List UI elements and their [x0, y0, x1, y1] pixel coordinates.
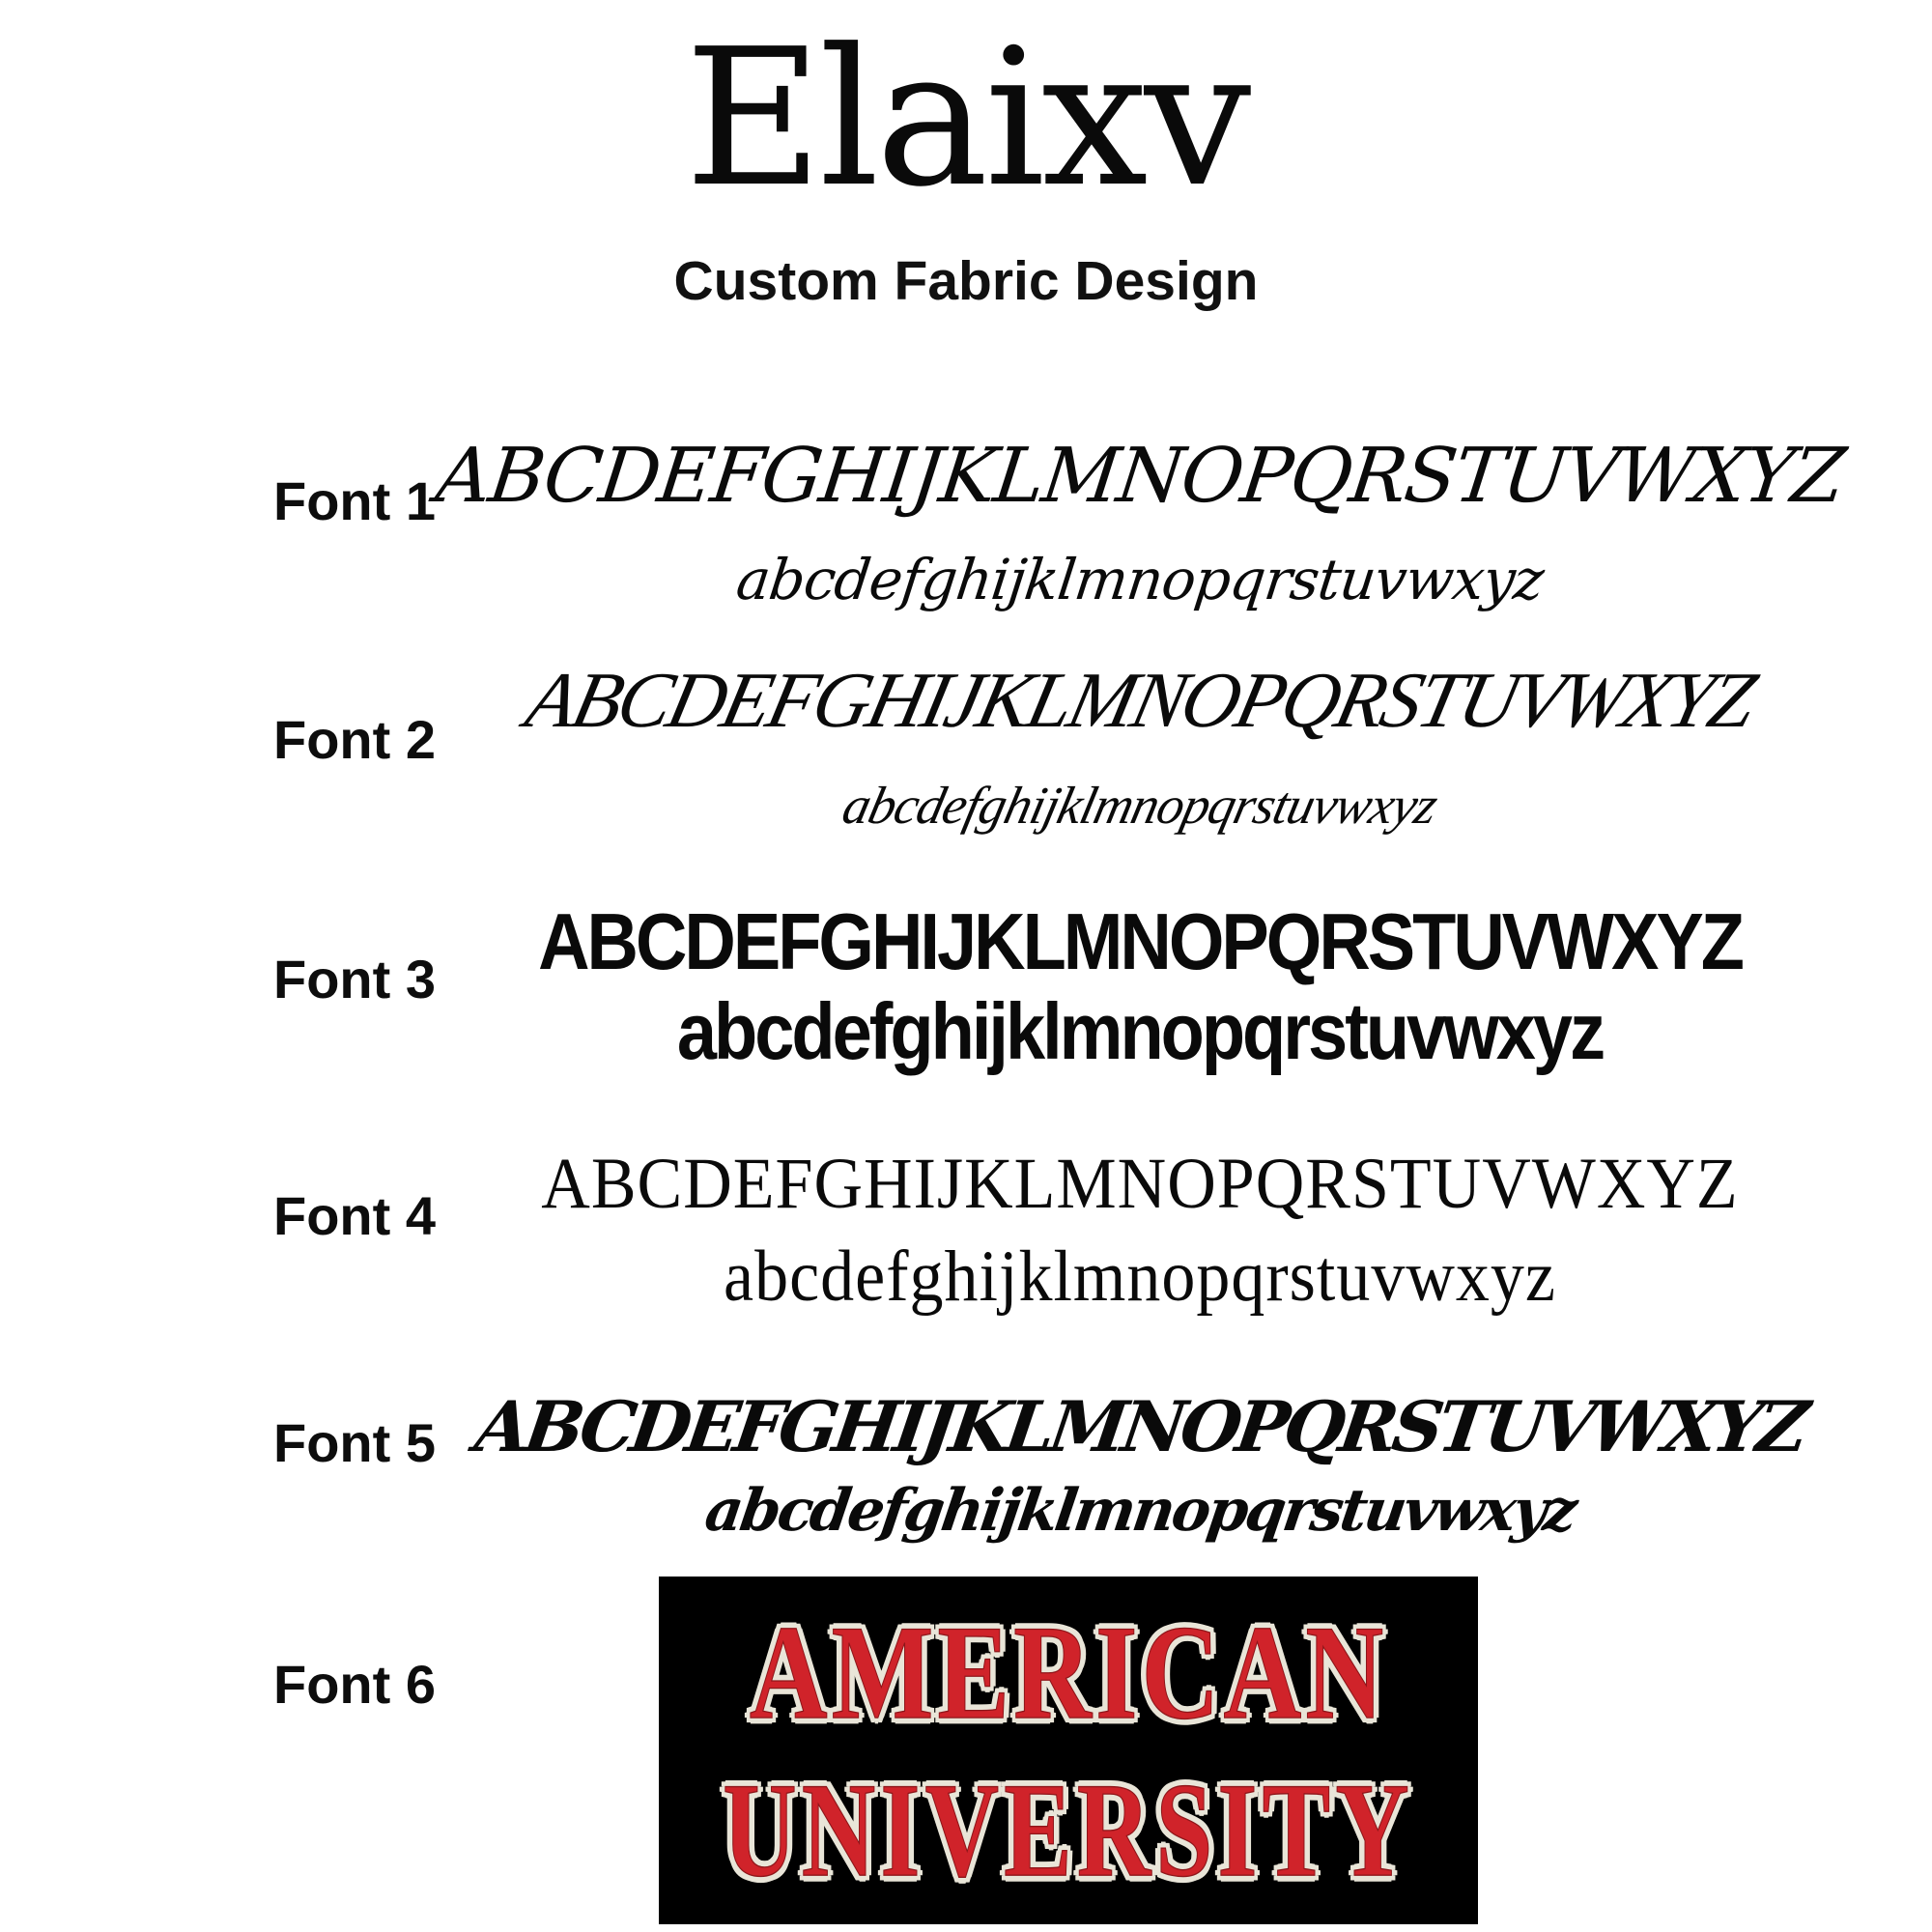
patch-text-line2: UNIVERSITY [723, 1754, 1414, 1905]
font-2-lowercase-sample: abcdefghijklmnopqrstuvwxyz [837, 776, 1443, 835]
brand-subtitle: Custom Fabric Design [673, 250, 1259, 312]
font-4-specimen [415, 1136, 1864, 1321]
font-1-lowercase-sample: abcdefghijklmnopqrstuvwxyz [732, 547, 1548, 612]
font-4-label: Font 4 [273, 1185, 436, 1246]
font-3-specimen [415, 895, 1864, 1074]
font-5-lowercase-sample: abcdefghijklmnopqrstuvwxyz [700, 1477, 1579, 1545]
font-5-label: Font 5 [273, 1412, 436, 1473]
font-2-uppercase-sample: ABCDEFGHIJKLMNOPQRSTUVWXYZ [518, 656, 1762, 744]
font-3-lowercase-sample: abcdefghijklmnopqrstuvwxyz [676, 985, 1604, 1076]
font-5-specimen [415, 1379, 1864, 1548]
font-4-uppercase-sample: ABCDEFGHIJKLMNOPQRSTUVWXYZ [541, 1143, 1739, 1225]
embroidered-patch [659, 1577, 1478, 1924]
patch-text-line1: AMERICAN [749, 1598, 1388, 1748]
font-3-uppercase-sample: ABCDEFGHIJKLMNOPQRSTUVWXYZ [538, 895, 1742, 986]
font-1-uppercase-sample: ABCDEFGHIJKLMNOPQRSTUVWXYZ [431, 433, 1849, 520]
font-1-specimen [415, 417, 1864, 624]
font-6-label: Font 6 [273, 1654, 436, 1715]
font-1-label: Font 1 [273, 470, 436, 531]
brand-title: Elaixv [684, 9, 1248, 229]
font-2-specimen [415, 639, 1864, 850]
font-3-label: Font 3 [273, 949, 436, 1009]
font-2-label: Font 2 [273, 709, 436, 770]
font-4-lowercase-sample: abcdefghijklmnopqrstuvwxyz [724, 1236, 1556, 1318]
font-5-uppercase-sample: ABCDEFGHIJKLMNOPQRSTUVWXYZ [470, 1385, 1810, 1467]
